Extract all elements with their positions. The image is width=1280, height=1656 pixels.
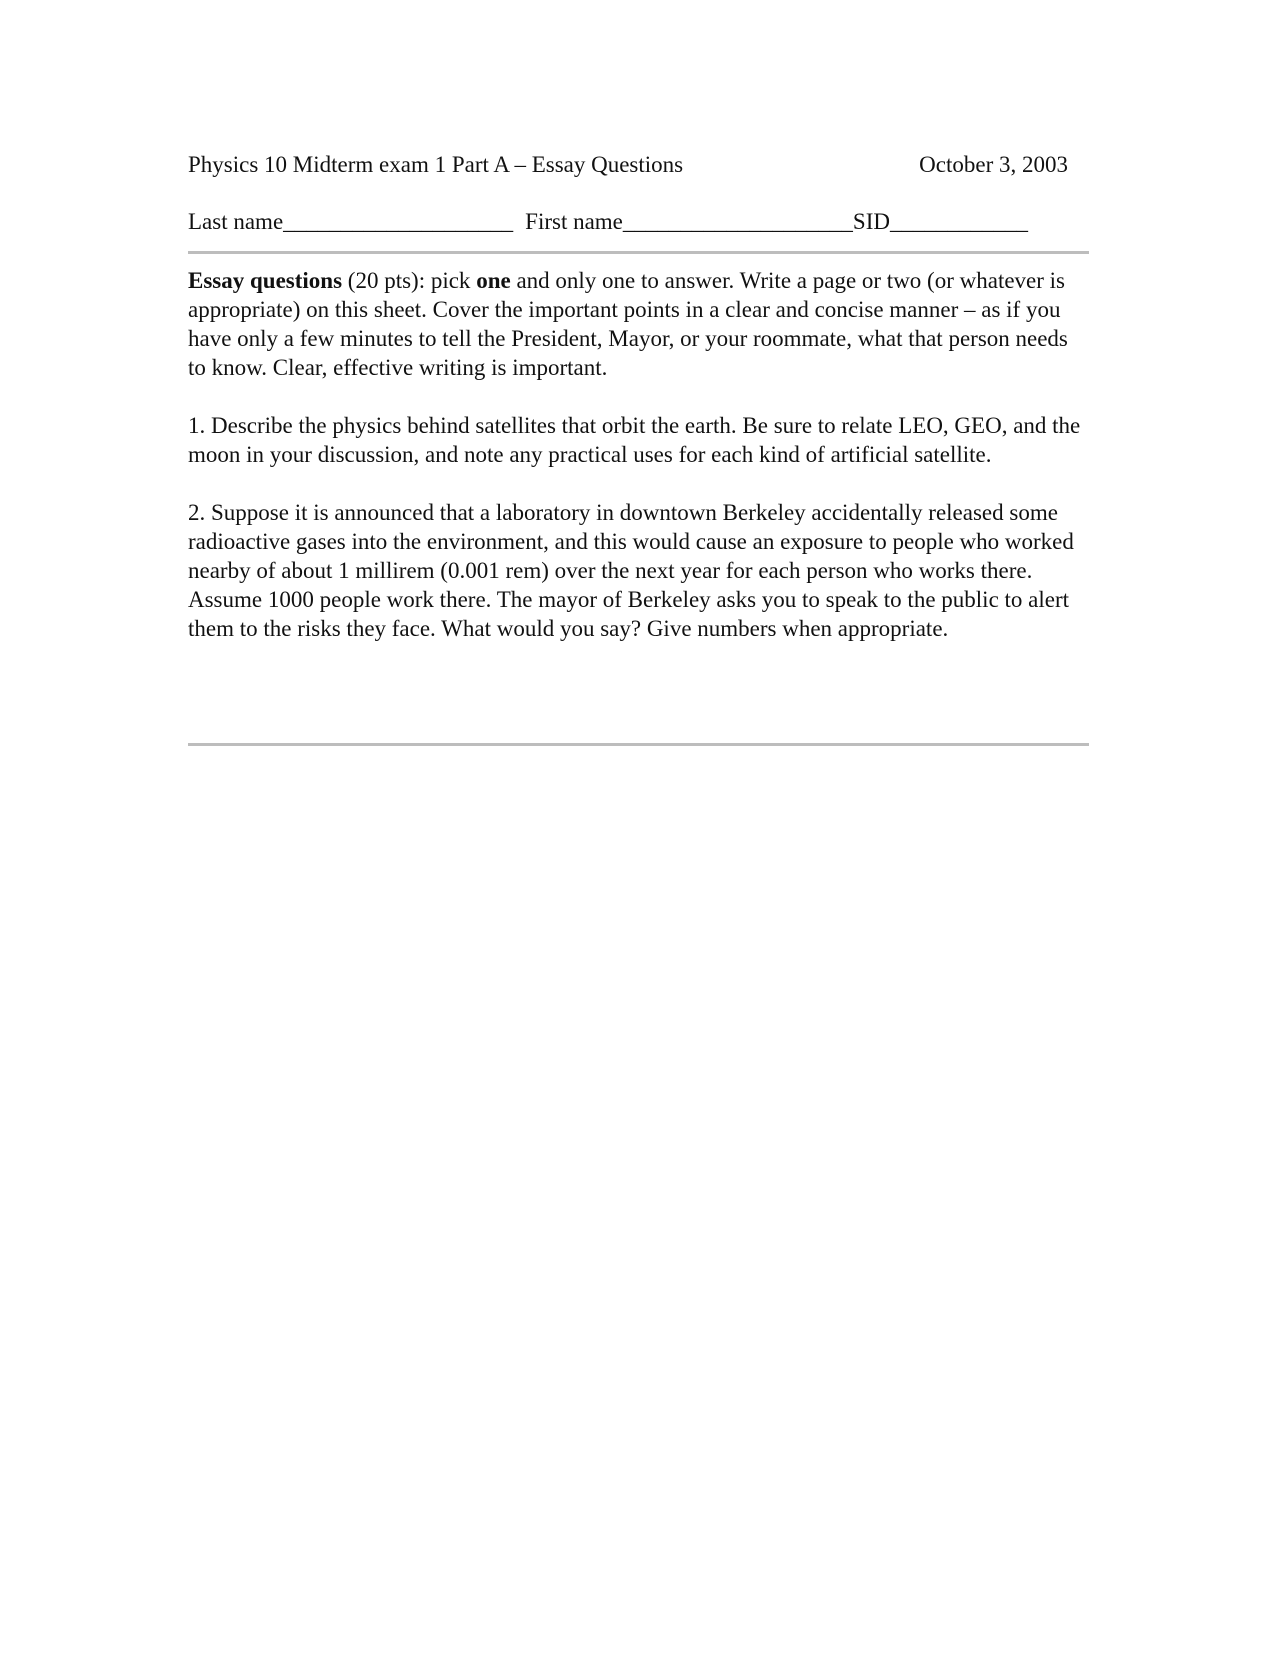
bottom-divider	[188, 743, 1089, 746]
top-divider	[188, 251, 1089, 254]
instructions-paragraph	[188, 266, 1090, 382]
question-1: 1. Describe the physics behind satellites that orbit the earth. Be sure to relate LEO, GEO, and the moon in your discussion, and note any practical uses for each kind of artificial satellite.	[188, 413, 1081, 467]
last-name-field: Last name____________________	[188, 209, 514, 234]
instructions-lead: Essay questions	[188, 268, 343, 293]
exam-title: Physics 10 Midterm exam 1 Part A – Essay Questions	[188, 152, 684, 177]
question-2: 2. Suppose it is announced that a laboratory in downtown Berkeley accidentally released some radioactive gases into the environment, and this would cause an exposure to people who worked nearby of about 1 millirem (0.001 rem) over the next year for each person who works there. Assume 1000 people work there. The mayor of Berkeley asks you to speak to the public to alert them to the risks they face. What would you say? Give numbers when appropriate.	[188, 500, 1074, 641]
instructions-text-2: and only one to answer. Write a page or two (or whatever is appropriate) on this sheet. Cover the important points in a clear and concise manner – as if you have only a few minutes to tell the President, Mayor, or your roommate, what that person needs to know. Clear, effective writing is important.	[188, 268, 1068, 380]
first-name-field: First name____________________	[525, 209, 853, 234]
instructions-one: one	[476, 268, 511, 293]
name-fields	[188, 207, 1088, 237]
exam-content	[188, 266, 1090, 672]
instructions-text-1: (20 pts): pick	[342, 268, 477, 293]
sid-field: SID____________	[852, 209, 1028, 234]
exam-date: October 3, 2003	[919, 152, 1068, 177]
